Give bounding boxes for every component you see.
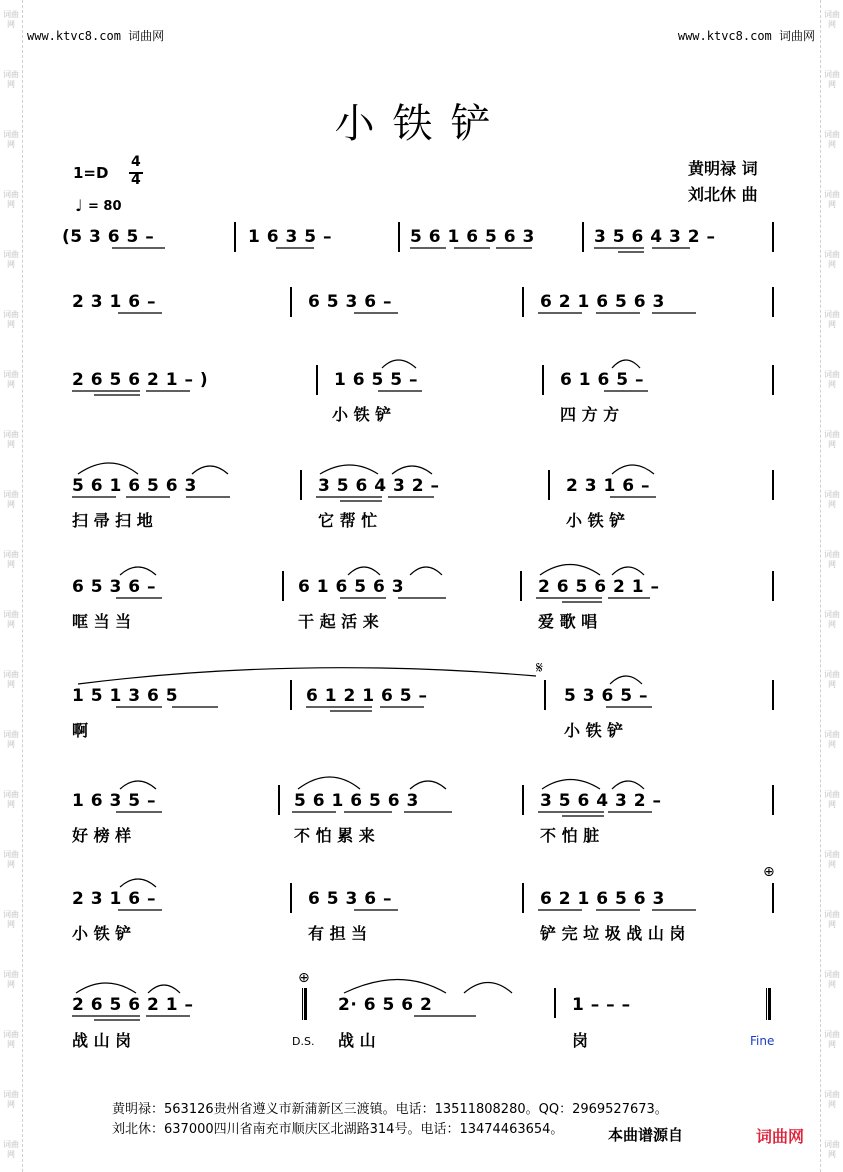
side-mark: 词曲网 [824, 730, 840, 749]
side-mark: 词曲网 [3, 790, 19, 809]
measure-notes: 2 3 1 6 – [566, 476, 650, 496]
lyric-line: 啊 [72, 721, 89, 740]
slur [320, 465, 378, 474]
quarter-note-icon: ♩ [75, 196, 83, 215]
footer-contact-lyricist: 黄明禄：563126贵州省遵义市新蒲新区三渡镇。电话：13511808280。QQ：2969527673。 [112, 1102, 668, 1117]
side-mark: 词曲网 [824, 910, 840, 929]
coda-icon: ⊕ [298, 970, 310, 986]
slur [540, 565, 600, 576]
footer-contact-composer: 刘北休：637000四川省南充市顺庆区北湖路314号。电话：13474463654。 [112, 1122, 564, 1137]
side-mark: 词曲网 [824, 490, 840, 509]
segno-icon: 𝄋 [536, 658, 543, 677]
measure-notes: 6 5 3 6 – [308, 292, 392, 312]
slur [392, 466, 432, 474]
side-mark: 词曲网 [824, 1030, 840, 1049]
side-mark: 词曲网 [3, 310, 19, 329]
side-mark: 词曲网 [824, 790, 840, 809]
measure-notes: 2 6 5 6 2 1 – [538, 577, 660, 597]
lyric-line: 岗 [572, 1031, 589, 1050]
side-mark: 词曲网 [3, 10, 19, 29]
side-mark: 词曲网 [824, 970, 840, 989]
brand-logo[interactable]: 词曲网 [756, 1127, 805, 1146]
lyric-line: 小 铁 铲 [72, 924, 132, 943]
measure-notes: 6 5 3 6 – [72, 577, 156, 597]
slur [120, 879, 156, 887]
measure-notes: 1 6 3 5 – [248, 227, 332, 247]
side-mark: 词曲网 [3, 670, 19, 689]
song-title: 小铁铲 [334, 101, 509, 147]
slur [612, 465, 654, 474]
header-url-left[interactable]: www.ktvc8.com 词曲网 [27, 29, 165, 43]
slur [344, 980, 446, 994]
side-mark: 词曲网 [3, 910, 19, 929]
measure-notes: 1 5 1 3 6 5 [72, 686, 179, 706]
slur [382, 360, 416, 368]
measure-notes: 1 6 3 5 – [72, 791, 156, 811]
coda-icon: ⊕ [763, 864, 775, 880]
measure-notes: 5 6 1 6 5 6 3 [294, 791, 419, 811]
side-mark: 词曲网 [824, 70, 840, 89]
slur [120, 567, 156, 575]
side-mark: 词曲网 [3, 190, 19, 209]
side-mark: 词曲网 [3, 370, 19, 389]
lyric-line: 爱 歌 唱 [538, 612, 598, 631]
measure-notes: 3 5 6 4 3 2 – [318, 476, 440, 496]
slur [464, 983, 512, 994]
slur [298, 777, 360, 789]
lyric-line: 哐 当 当 [72, 612, 132, 631]
measure-notes: 2 3 1 6 – [72, 889, 156, 909]
slur [410, 781, 446, 789]
composer-credit: 刘北休 曲 [688, 185, 758, 204]
side-mark: 词曲网 [824, 550, 840, 569]
lyric-line: 有 担 当 [308, 924, 368, 943]
source-label: 本曲谱源自 [604, 1124, 687, 1145]
ds-marker: D.S. [292, 1035, 315, 1048]
lyric-line: 它 帮 忙 [318, 511, 378, 530]
side-mark: 词曲网 [3, 1140, 19, 1159]
slur [410, 567, 442, 575]
slur [148, 985, 180, 993]
side-mark: 词曲网 [3, 1090, 19, 1109]
slur [76, 983, 136, 993]
side-mark: 词曲网 [3, 430, 19, 449]
side-mark: 词曲网 [824, 250, 840, 269]
lyric-line: 战 山 [338, 1031, 376, 1050]
lyric-line: 干 起 活 来 [298, 612, 379, 631]
lyric-line: 不 怕 累 来 [294, 826, 375, 845]
side-mark: 词曲网 [3, 490, 19, 509]
side-mark: 词曲网 [824, 850, 840, 869]
tempo: = 80 [88, 199, 122, 214]
side-mark: 词曲网 [3, 70, 19, 89]
slur [120, 781, 156, 789]
measure-notes: (5 3 6 5 – [62, 227, 155, 247]
slur [78, 463, 138, 474]
measure-notes: 3 5 6 4 3 2 – [540, 791, 662, 811]
measure-notes: 3 5 6 4 3 2 – [594, 227, 716, 247]
side-mark: 词曲网 [824, 610, 840, 629]
measure-notes: 1 – – – [572, 995, 631, 1015]
measure-notes: 6 2 1 6 5 6 3 [540, 292, 665, 312]
slur [612, 360, 640, 368]
side-mark: 词曲网 [3, 1030, 19, 1049]
side-mark: 词曲网 [3, 130, 19, 149]
side-mark: 词曲网 [824, 10, 840, 29]
side-mark: 词曲网 [824, 130, 840, 149]
header-url-right[interactable]: www.ktvc8.com 词曲网 [677, 29, 815, 43]
lyric-line: 四 方 方 [560, 405, 620, 424]
lyric-line: 小 铁 铲 [566, 511, 626, 530]
lyric-line: 小 铁 铲 [564, 721, 624, 740]
side-mark: 词曲网 [824, 1090, 840, 1109]
measure-notes: 2 6 5 6 2 1 – [72, 995, 194, 1015]
side-mark: 词曲网 [3, 850, 19, 869]
slur [612, 781, 644, 789]
lyric-line: 好 榜 样 [72, 826, 132, 845]
slur [542, 780, 600, 790]
measure-notes: 6 5 3 6 – [308, 889, 392, 909]
time-signature-bottom: 4 [131, 172, 141, 188]
lyric-line: 战 山 岗 [72, 1031, 132, 1050]
side-mark: 词曲网 [3, 550, 19, 569]
side-mark: 词曲网 [3, 250, 19, 269]
slur [78, 668, 536, 684]
side-mark: 词曲网 [824, 670, 840, 689]
lyric-line: 不 怕 脏 [540, 826, 600, 845]
measure-notes: 2 6 5 6 2 1 – ) [72, 370, 209, 390]
lyric-line: 扫 帚 扫 地 [72, 511, 153, 530]
measure-notes: 6 1 6 5 – [560, 370, 644, 390]
measure-notes: 2 3 1 6 – [72, 292, 156, 312]
side-mark: 词曲网 [824, 190, 840, 209]
measure-notes: 5 3 6 5 – [564, 686, 648, 706]
side-mark: 词曲网 [3, 730, 19, 749]
time-signature-top: 4 [131, 154, 141, 170]
side-mark: 词曲网 [824, 1140, 840, 1159]
measure-notes: 6 2 1 6 5 6 3 [540, 889, 665, 909]
side-mark: 词曲网 [824, 370, 840, 389]
side-mark: 词曲网 [824, 310, 840, 329]
lyric-line: 铲 完 垃 圾 战 山 岗 [540, 924, 686, 943]
fine-marker: Fine [750, 1034, 775, 1048]
side-mark: 词曲网 [824, 430, 840, 449]
measure-notes: 5 6 1 6 5 6 3 [410, 227, 535, 247]
measure-notes: 1 6 5 5 – [334, 370, 418, 390]
slur [612, 567, 644, 575]
slur [348, 567, 380, 575]
measure-notes: 5 6 1 6 5 6 3 [72, 476, 197, 496]
lyricist-credit: 黄明禄 词 [688, 159, 758, 178]
slur [610, 676, 642, 684]
measure-notes: 6 1 6 5 6 3 [298, 577, 405, 597]
side-mark: 词曲网 [3, 610, 19, 629]
slur [192, 466, 228, 474]
side-mark: 词曲网 [3, 970, 19, 989]
lyric-line: 小 铁 铲 [332, 405, 392, 424]
key-signature: 1=D [73, 164, 109, 182]
measure-notes: 6 1 2 1 6 5 – [306, 686, 428, 706]
measure-notes: 2· 6 5 6 2 [338, 995, 433, 1015]
